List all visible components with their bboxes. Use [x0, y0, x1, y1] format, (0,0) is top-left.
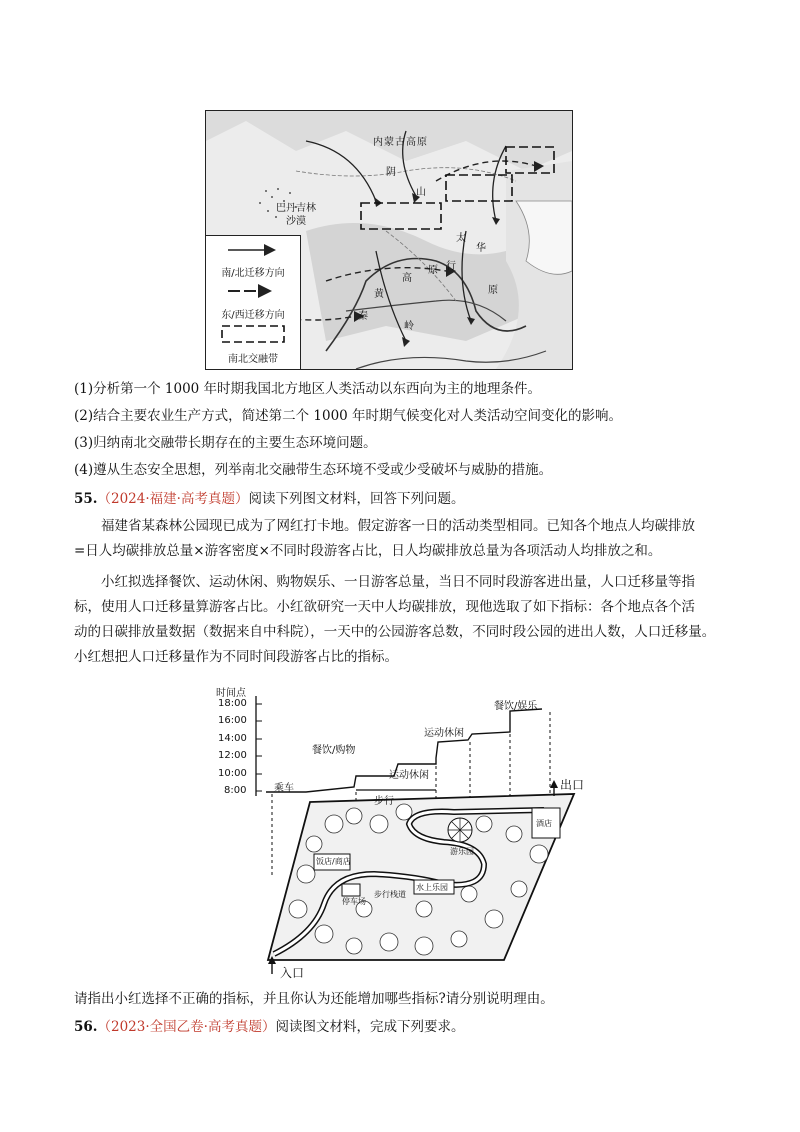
legend-ew: 东/西迁移方向 [221, 310, 285, 321]
q55-question: 请指出小红选择不正确的指标，并且你认为还能增加哪些指标?请分别说明理由。 [74, 991, 554, 1007]
q55-para2d: 小红想把人口迁移量作为不同时间段游客占比的指标。 [74, 649, 398, 665]
activity-dining-shop: 餐饮/购物 [312, 745, 356, 756]
tick-12: 12:00 [218, 750, 247, 761]
tick-18: 18:00 [218, 698, 247, 709]
activity-sport-2: 运动休闲 [424, 728, 464, 739]
q55-para1a: 福建省某森林公园现已成为了网红打卡地。假定游客一日的活动类型相同。已知各个地点人均碳排放 [101, 518, 695, 534]
q55-para2c: 动的日碳排放量数据（数据来自中科院），一天中的公园游客总数，不同时段公园的进出人数，人口迁移量。 [74, 624, 716, 640]
place-water-park: 水上乐园 [416, 883, 448, 892]
activity-sport-1: 运动休闲 [389, 770, 429, 781]
question-4: (4)遵从生态安全思想，列举南北交融带生态环境不受或少受破坏与威胁的措施。 [74, 462, 553, 478]
question-3: (3)归纳南北交融带长期存在的主要生态环境问题。 [74, 435, 377, 451]
label-inner-mongolia: 内蒙古高原 [373, 137, 428, 148]
q56-number: 56. [74, 1019, 98, 1035]
activity-dining-ent: 餐饮/娱乐 [494, 701, 538, 712]
q55-source: （2024·福建·高考真题） [97, 491, 249, 507]
label-shan: 山 [416, 187, 426, 198]
label-taihang-2: 行 [446, 261, 456, 272]
place-restaurant-shop: 饭店/商店 [316, 857, 351, 866]
exit-label: 出口 [560, 778, 585, 792]
q55-number: 55. [74, 491, 98, 507]
tick-14: 14:00 [218, 733, 247, 744]
activity-car: 乘车 [274, 783, 294, 794]
tick-8: 8:00 [224, 785, 247, 796]
label-bei: 原 [488, 285, 498, 296]
label-taihang-1: 太 [456, 233, 466, 244]
q55-instruction: 阅读下列图文材料，回答下列问题。 [248, 491, 465, 507]
park-figure [214, 684, 594, 980]
question-2: (2)结合主要农业生产方式，简述第二个 1000 年时期气候变化对人类活动空间变化的影响。 [74, 408, 623, 424]
place-plaza: 停车场 [342, 897, 366, 906]
migration-map [205, 110, 573, 370]
q56-source: （2023·全国乙卷·高考真题） [97, 1019, 276, 1035]
label-badain: 巴丹吉林 [276, 203, 316, 214]
tick-16: 16:00 [218, 715, 247, 726]
legend-ns: 南/北迁移方向 [221, 268, 285, 279]
label-qin: 秦 [358, 311, 368, 322]
activity-walk: 步行 [374, 796, 394, 807]
label-hua: 华 [476, 243, 486, 254]
label-ling: 岭 [404, 321, 414, 332]
place-hotel: 酒店 [536, 819, 552, 828]
label-desert: 沙漠 [286, 216, 306, 227]
q55-para2a: 小红拟选择餐饮、运动休闲、购物娱乐、一日游客总量，当日不同时段游客进出量，人口迁移量等指 [101, 574, 695, 590]
label-yin: 阴 [386, 167, 396, 178]
legend-belt: 南北交融带 [228, 354, 278, 365]
q56-header [74, 1016, 464, 1038]
q56-instruction: 阅读图文材料，完成下列要求。 [275, 1019, 465, 1035]
question-1: (1)分析第一个 1000 年时期我国北方地区人类活动以东西向为主的地理条件。 [74, 381, 542, 397]
entrance-label: 入口 [280, 966, 305, 980]
place-trail: 步行栈道 [374, 890, 406, 899]
label-yuan: 原 [428, 265, 438, 276]
time-axis-title: 时间点 [216, 688, 246, 699]
park-drawing [214, 684, 594, 980]
place-amusement: 游乐园 [450, 847, 474, 856]
q55-header [74, 488, 464, 510]
q55-para2b: 标，使用人口迁移量算游客占比。小红欲研究一天中人均碳排放，现他选取了如下指标：各个地点各个活 [74, 599, 695, 615]
tick-10: 10:00 [218, 768, 247, 779]
label-gao: 高 [402, 273, 412, 284]
q55-para1b: =日人均碳排放总量×游客密度×不同时段游客占比，日人均碳排放总量为各项活动人均排放之和。 [74, 543, 662, 559]
map-legend [206, 235, 301, 369]
label-huang: 黄 [374, 289, 384, 300]
